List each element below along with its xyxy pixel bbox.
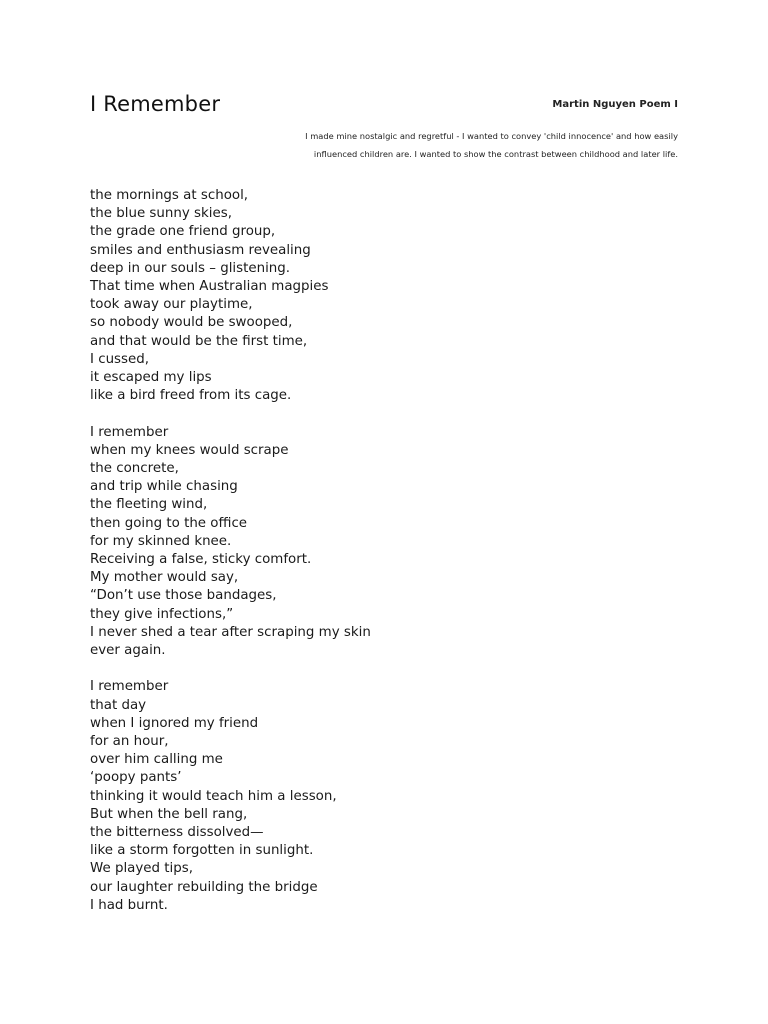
poem-line: the fleeting wind, [90, 497, 208, 513]
poem-line: But when the bell rang, [90, 806, 248, 822]
poem-line: the concrete, [90, 461, 179, 477]
poem-line: thinking it would teach him a lesson, [90, 788, 337, 804]
poem-line: I never shed a tear after scraping my skin [90, 624, 371, 640]
poem-title: I Remember [90, 92, 221, 116]
poem-line: they give infections,” [90, 606, 234, 622]
author-label: Martin Nguyen Poem I [552, 99, 678, 110]
poem-line: the blue sunny skies, [90, 206, 232, 222]
poem-line: That time when Australian magpies [90, 279, 329, 295]
poem-line: our laughter rebuilding the bridge [90, 879, 318, 895]
poem-line: like a bird freed from its cage. [90, 388, 292, 404]
poem-line: the grade one friend group, [90, 224, 276, 240]
poem-line: it escaped my lips [90, 370, 212, 386]
poem-line: when I ignored my friend [90, 715, 259, 731]
poem-line: then going to the office [90, 515, 248, 531]
poem-line: We played tips, [90, 861, 193, 877]
poem-line: Receiving a false, sticky comfort. [90, 552, 312, 568]
poem-line: ever again. [90, 643, 166, 659]
poem-line: deep in our souls – glistening. [90, 260, 291, 276]
poem-stanza [90, 678, 650, 915]
poem-body [90, 187, 650, 933]
poem-line: like a storm forgotten in sunlight. [90, 843, 314, 859]
author-note-line: I made mine nostalgic and regretful - I wanted to convey 'child innocence' and how easily [305, 131, 678, 141]
poem-stanza [90, 187, 650, 405]
poem-line: for my skinned knee. [90, 533, 232, 549]
poem-line: My mother would say, [90, 570, 239, 586]
poem-line: ‘poopy pants’ [90, 770, 182, 786]
poem-line: and that would be the first time, [90, 333, 308, 349]
poem-line: I had burnt. [90, 897, 168, 913]
poem-stanza [90, 424, 650, 661]
poem-line: when my knees would scrape [90, 442, 289, 458]
poem-line: the mornings at school, [90, 188, 249, 203]
poem-line: and trip while chasing [90, 479, 238, 495]
poem-line: I cussed, [90, 351, 150, 367]
poem-line: the bitterness dissolved— [90, 825, 264, 841]
poem-line: “Don’t use those bandages, [90, 588, 277, 604]
author-note-line: influenced children are. I wanted to show the contrast between childhood and later life. [313, 149, 678, 159]
poem-line: I remember [90, 424, 169, 440]
poem-line: smiles and enthusiasm revealing [90, 242, 311, 258]
poem-line: for an hour, [90, 734, 169, 750]
poem-line: took away our playtime, [90, 297, 253, 313]
poem-line: over him calling me [90, 752, 223, 768]
poem-line: that day [90, 697, 147, 713]
poem-line: I remember [90, 679, 169, 695]
author-note [238, 127, 678, 163]
poem-line: so nobody would be swooped, [90, 315, 293, 331]
